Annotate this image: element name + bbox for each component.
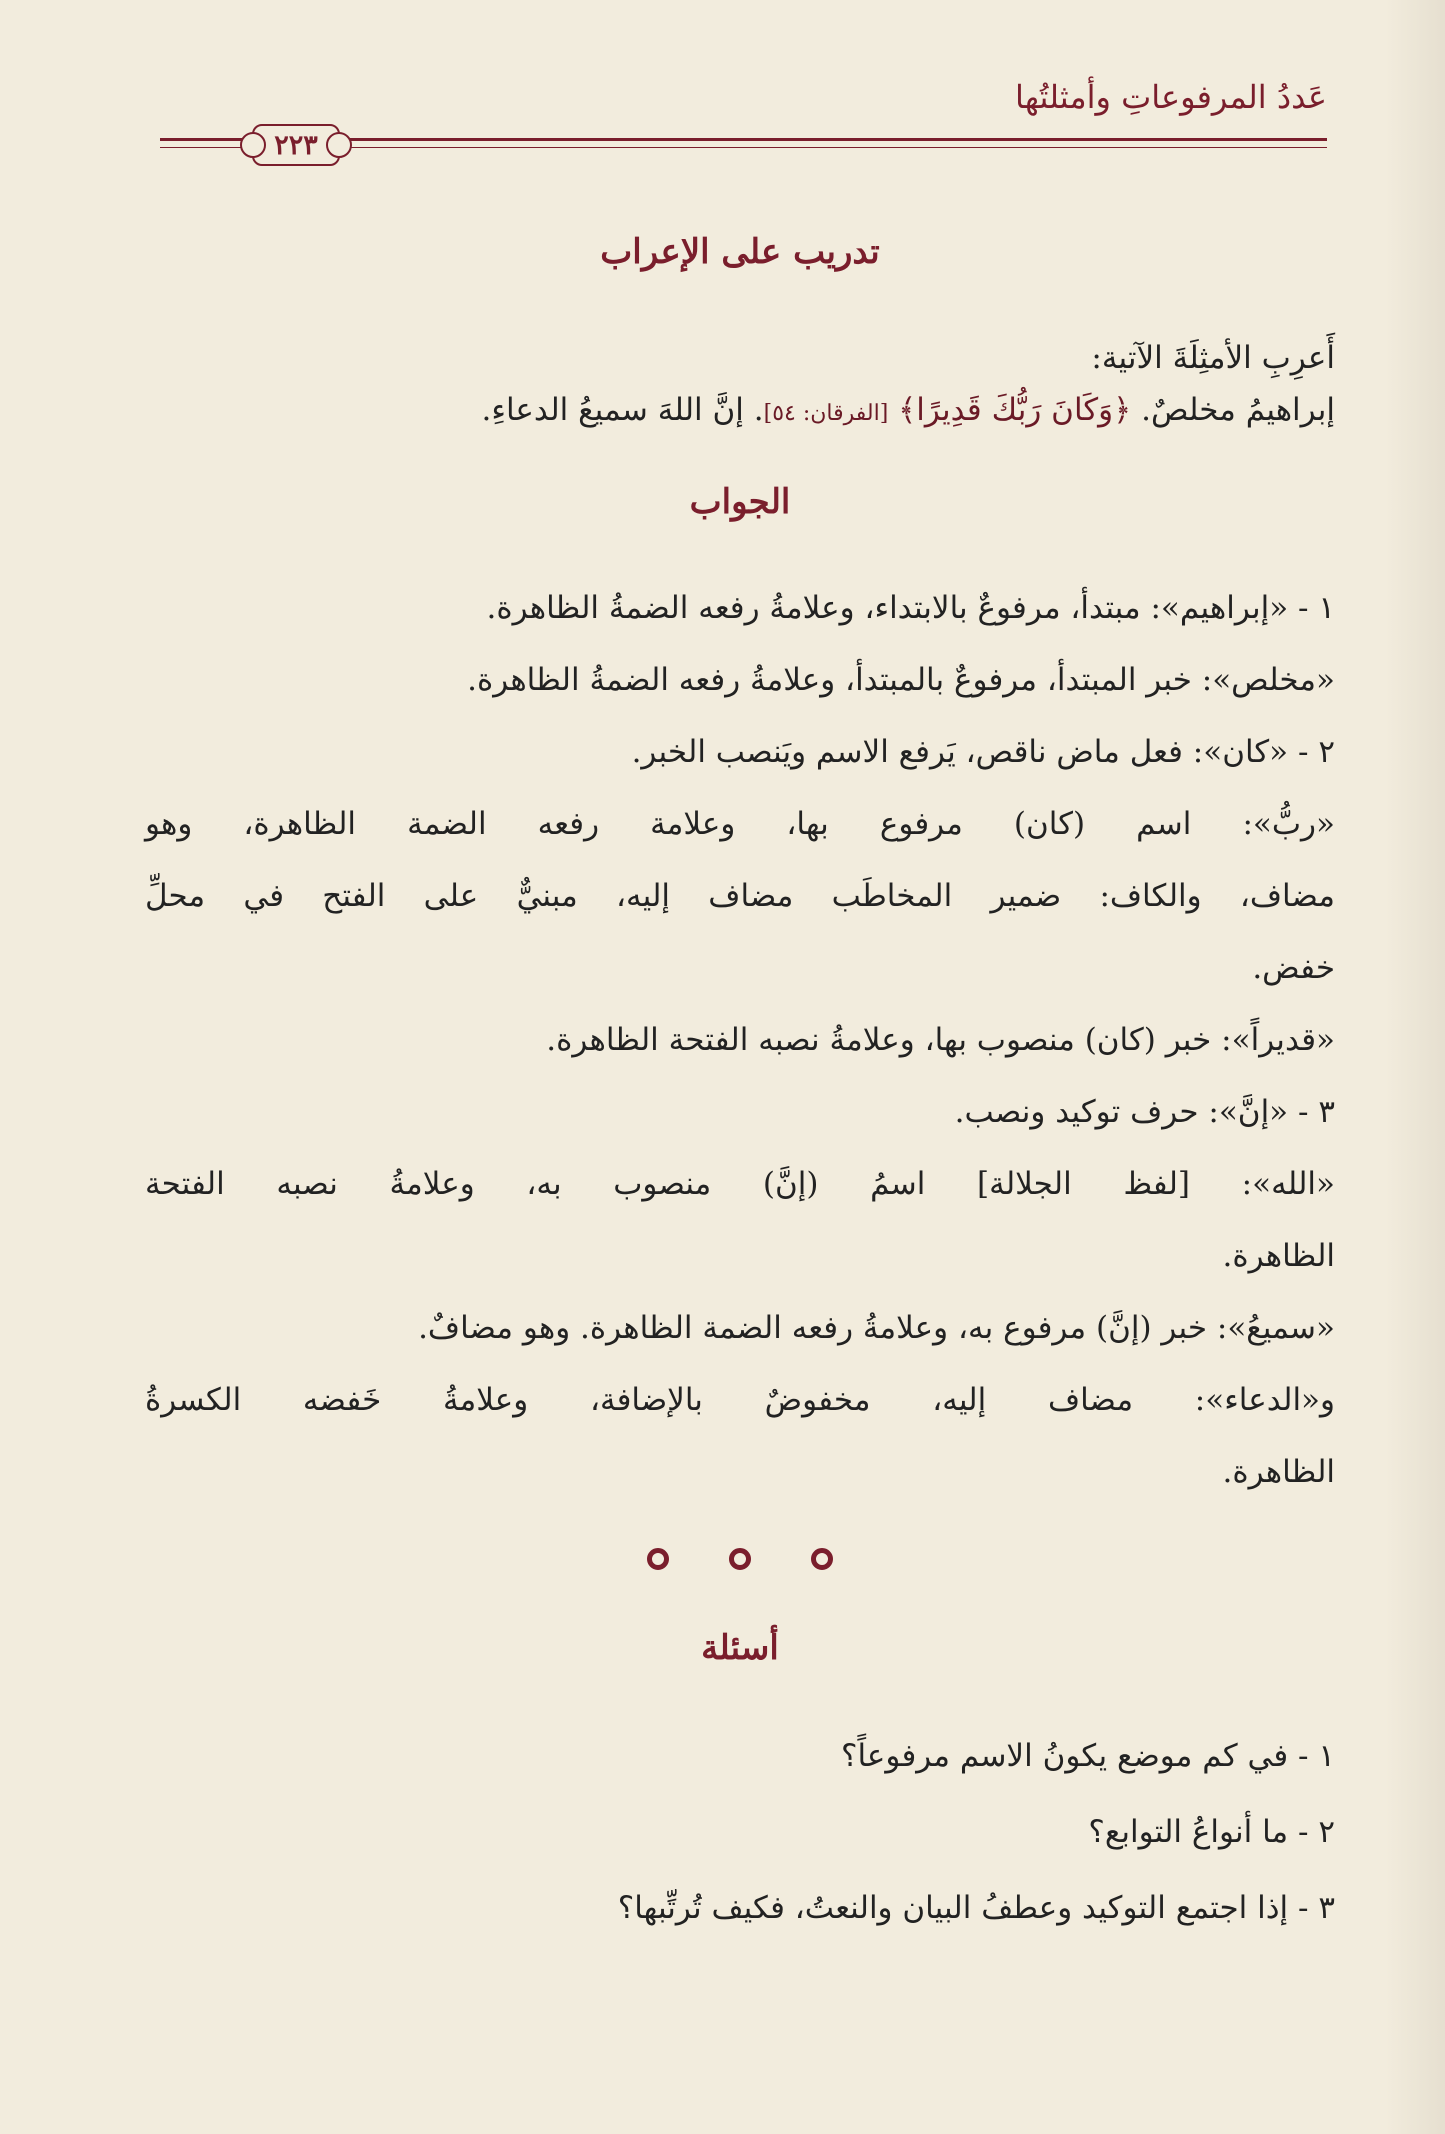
answer-line: «ربُّ»: اسم (كان) مرفوع بها، وعلامة رفعه الضمة الظاهرة، وهو [145,806,1335,842]
question-item: ١ - في كم موضع يكونُ الاسم مرفوعاً؟ [841,1738,1335,1774]
example-text-1: إبراهيمُ مخلصٌ. [1141,392,1335,428]
section-separator [145,1548,1335,1570]
section-title-answer: الجواب [689,482,791,522]
page-content [145,222,1335,1946]
answer-line: «مخلص»: خبر المبتدأ، مرفوعٌ بالمبتدأ، وعلامةُ رفعه الضمةُ الظاهرة. [467,662,1335,698]
answer-line: خفض. [1252,950,1335,986]
answer-line: ٢ - «كان»: فعل ماض ناقص، يَرفع الاسم ويَنصب الخبر. [631,734,1335,770]
page-number: ٢٢٣ [270,130,322,161]
answer-line: ١ - «إبراهيم»: مبتدأ، مرفوعٌ بالابتداء، وعلامةُ رفعه الضمةُ الظاهرة. [486,590,1335,626]
answer-line: الظاهرة. [1222,1238,1335,1274]
instruction-line: أَعرِبِ الأمثِلَةَ الآتية: [1091,340,1335,376]
answer-line: «قديراً»: خبر (كان) منصوب بها، وعلامةُ نصبه الفتحة الظاهرة. [546,1022,1335,1058]
question-item: ٣ - إذا اجتمع التوكيد وعطفُ البيان والنعتُ، فكيف تُرتِّبها؟ [617,1890,1335,1926]
quran-verse: ﴿وَكَانَ رَبُّكَ قَدِيرًا﴾ [898,392,1132,428]
running-title: عَددُ المرفوعاتِ وأمثلتُها [1015,78,1327,116]
answer-line: «سميعُ»: خبر (إنَّ) مرفوع به، وعلامةُ رفعه الضمة الظاهرة. وهو مضافٌ. [418,1310,1335,1346]
separator-circle-icon [647,1548,669,1570]
answer-line: الظاهرة. [1222,1454,1335,1490]
answer-line: «الله»: [لفظ الجلالة] اسمُ (إنَّ) منصوب به، وعلامةُ نصبه الفتحة [145,1166,1335,1202]
quran-reference: [الفرقان: ٥٤] [763,401,889,426]
separator-circle-icon [811,1548,833,1570]
page-number-badge [252,124,340,166]
question-item: ٢ - ما أنواعُ التوابع؟ [1088,1814,1335,1850]
separator-circle-icon [729,1548,751,1570]
answer-line: و«الدعاء»: مضاف إليه، مخفوضٌ بالإضافة، وعلامةُ خَفضه الكسرةُ [145,1382,1335,1418]
section-title-questions: أسئلة [701,1628,779,1668]
examples-line [145,384,1335,436]
page-edge-shadow [1385,0,1445,2134]
section-title-exercise: تدريب على الإعراب [600,232,880,272]
answer-line: مضاف، والكاف: ضمير المخاطَب مضاف إليه، مبنيٌّ على الفتح في محلِّ [145,878,1335,914]
answer-line: ٣ - «إنَّ»: حرف توكيد ونصب. [954,1094,1335,1130]
example-text-2: . إنَّ اللهَ سميعُ الدعاءِ. [481,392,764,428]
